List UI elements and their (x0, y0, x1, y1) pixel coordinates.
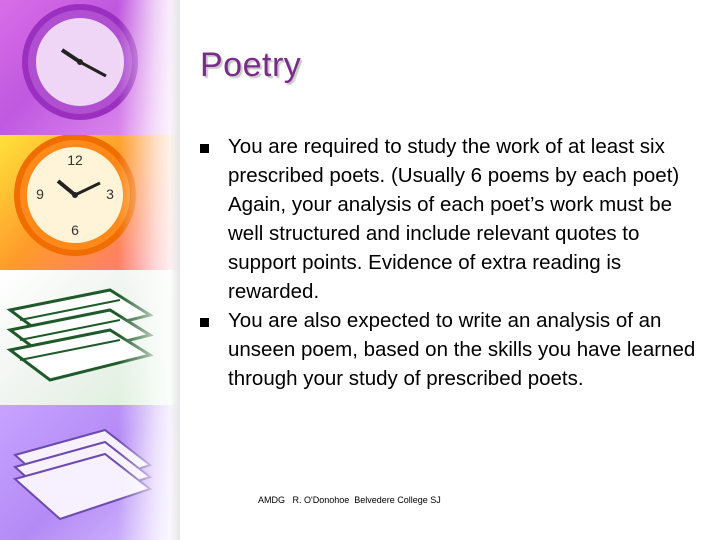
bullet-text: You are also expected to write an analysis of an unseen poem, based on the skills you have learned through your study of prescribed poets. (228, 309, 696, 390)
slide-footer: AMDG R. O'Donohoe Belvedere College SJ (258, 495, 441, 505)
list-item (200, 132, 700, 306)
bullet-list (200, 132, 700, 393)
bullet-text: You are required to study the work of at least six prescribed poets. (Usually 6 poems by each poet) Again, your analysis of each poet’s work must be well structured and include relevant quotes to support points. Evidence of extra reading is rewarded. (228, 135, 680, 303)
svg-text:12: 12 (67, 152, 83, 168)
bullet-square-icon (200, 132, 228, 158)
decorative-image-strip (0, 0, 180, 540)
slide-title: Poetry (200, 46, 302, 84)
svg-text:3: 3 (106, 186, 114, 202)
bullet-square-icon (200, 306, 228, 332)
svg-text:9: 9 (36, 186, 44, 202)
list-item (200, 306, 700, 393)
strip-shadow (170, 0, 180, 540)
svg-text:6: 6 (71, 222, 79, 238)
